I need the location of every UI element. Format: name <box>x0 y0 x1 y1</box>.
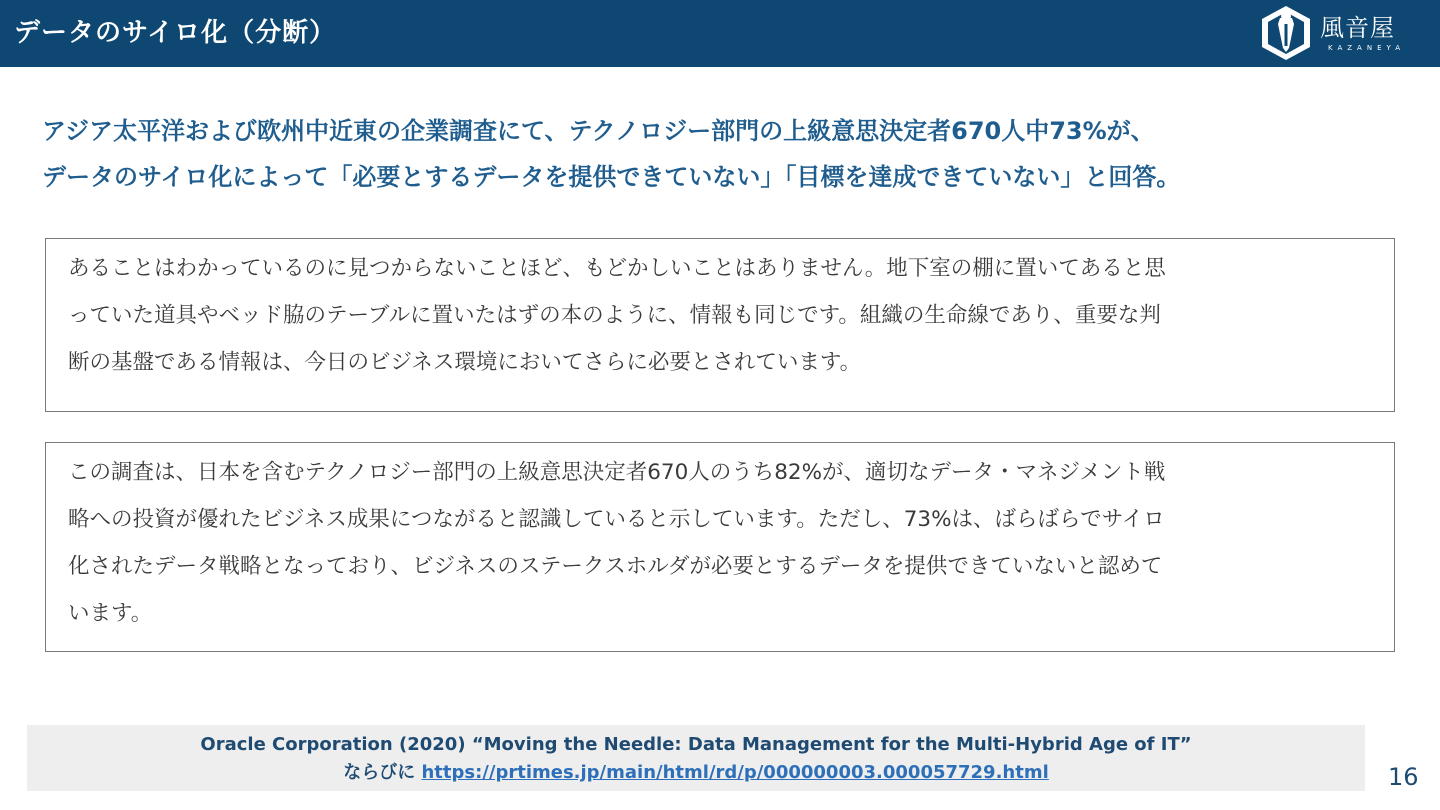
quote-box-1 <box>45 238 1395 412</box>
company-logo <box>1258 4 1408 64</box>
source-link-line <box>27 761 1365 785</box>
quote-1-line: っていた道具やベッド脇のテーブルに置いたはずの本のように、情報も同じです。組織の生命線であり、重要な判 <box>68 303 1161 328</box>
headline <box>42 108 1422 200</box>
source-link-prefix: ならびに <box>343 762 422 783</box>
headline-line-1: アジア太平洋および欧州中近東の企業調査にて、テクノロジー部門の上級意思決定者670人中73%が、 <box>42 117 1155 145</box>
quote-1-line: 断の基盤である情報は、今日のビジネス環境においてさらに必要とされています。 <box>68 350 862 375</box>
logo-mark-icon <box>1258 4 1314 62</box>
quote-1-line: あることはわかっているのに見つからないことほど、もどかしいことはありません。地下室の棚に置いてあると思 <box>68 256 1166 281</box>
quote-box-2 <box>45 442 1395 652</box>
quote-2-line: 略への投資が優れたビジネス成果につながると認識していると示しています。ただし、73%は、ばらばらでサイロ <box>68 507 1165 532</box>
source-footer <box>27 725 1365 791</box>
slide-title: データのサイロ化（分断） <box>14 18 337 48</box>
headline-line-2: データのサイロ化によって「必要とするデータを提供できていない」「目標を達成できていない」と回答。 <box>42 163 1181 191</box>
quote-2-line: この調査は、日本を含むテクノロジー部門の上級意思決定者670人のうち82%が、適切なデータ・マネジメント戦 <box>68 460 1166 485</box>
quote-2-text <box>68 449 1374 637</box>
slide-header <box>0 0 1440 67</box>
source-citation: Oracle Corporation (2020) “Moving the Needle: Data Management for the Multi-Hybrid Age of IT” <box>200 734 1192 755</box>
quote-1-text <box>68 245 1374 386</box>
page-number: 16 <box>1388 763 1419 791</box>
source-link[interactable]: https://prtimes.jp/main/html/rd/p/000000003.000057729.html <box>421 762 1049 783</box>
quote-2-line: 化されたデータ戦略となっており、ビジネスのステークスホルダが必要とするデータを提供できていないと認めて <box>68 554 1163 579</box>
logo-subtitle: KAZANEYA <box>1328 44 1406 52</box>
logo-name: 風音屋 <box>1320 14 1395 42</box>
quote-2-line: います。 <box>68 601 153 626</box>
